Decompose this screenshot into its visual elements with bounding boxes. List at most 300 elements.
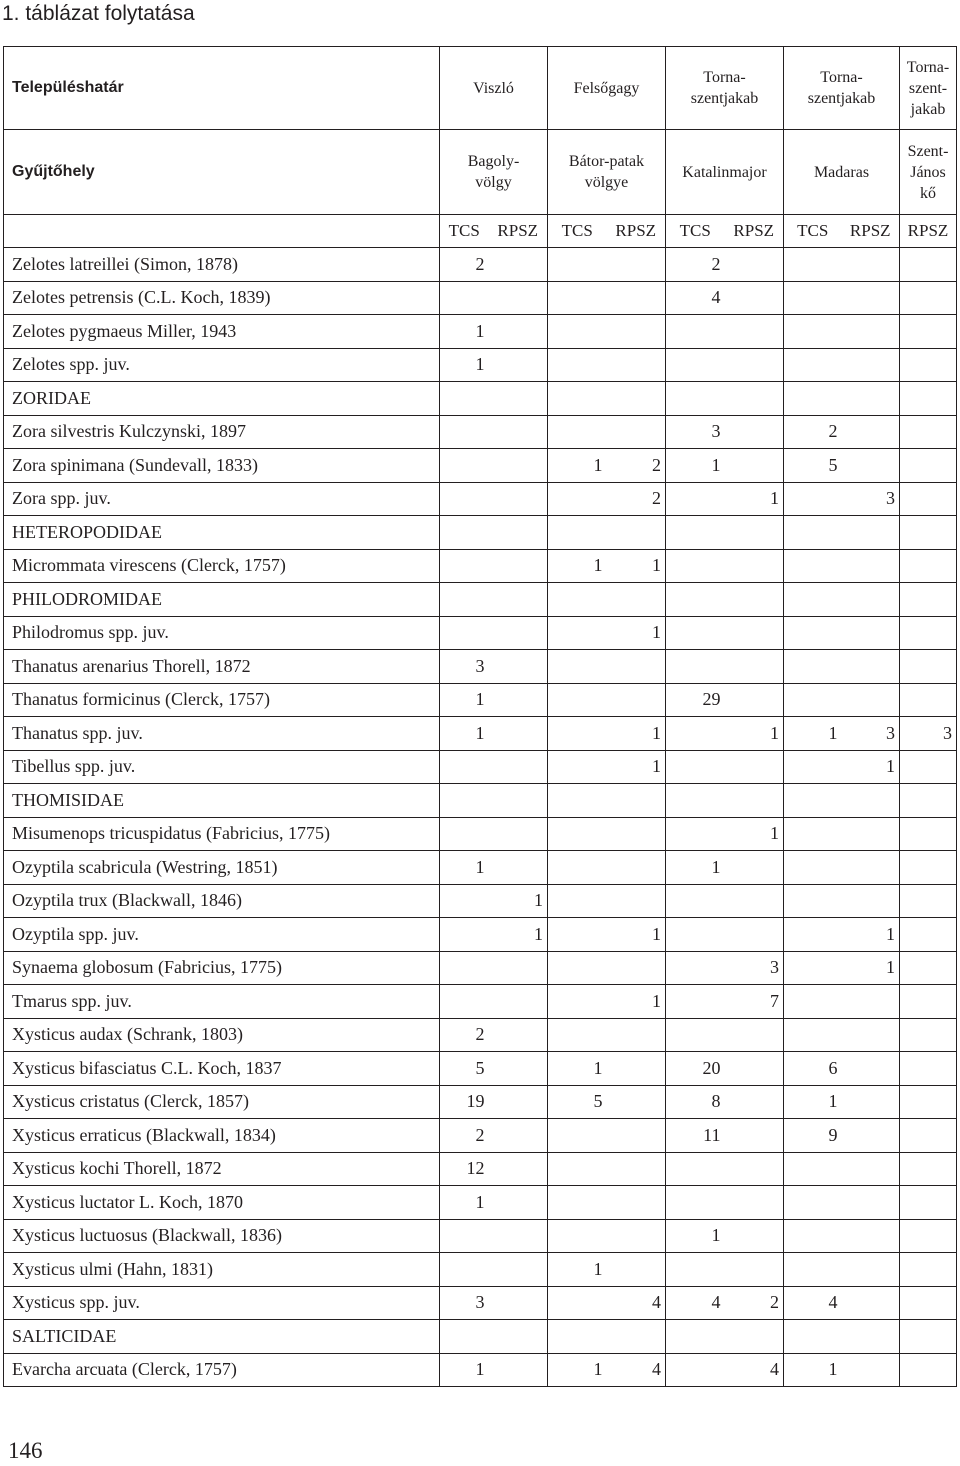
table-row: [4, 851, 957, 885]
count-cell: 1: [607, 985, 666, 1019]
header-method: RPSZ: [725, 215, 784, 248]
count-cell: [548, 884, 607, 918]
count-cell: [842, 1253, 900, 1287]
count-cell: [548, 348, 607, 382]
count-cell: [900, 784, 957, 818]
count-cell: [842, 449, 900, 483]
count-cell: [548, 1186, 607, 1220]
count-cell: [725, 884, 784, 918]
count-cell: [607, 1085, 666, 1119]
header-method: TCS: [548, 215, 607, 248]
table-caption: 1. táblázat folytatása: [2, 2, 195, 25]
count-cell: [784, 951, 842, 985]
count-cell: [607, 951, 666, 985]
count-cell: 1: [784, 717, 842, 751]
header-row-settlement: [4, 47, 957, 130]
count-cell: [900, 918, 957, 952]
count-cell: [725, 549, 784, 583]
count-cell: [784, 1152, 842, 1186]
count-cell: [489, 1085, 548, 1119]
count-cell: [725, 348, 784, 382]
species-name: Zelotes spp. juv.: [4, 348, 440, 382]
count-cell: [489, 650, 548, 684]
count-cell: [900, 382, 957, 416]
species-name: Zelotes latreillei (Simon, 1878): [4, 248, 440, 282]
table-row: [4, 1219, 957, 1253]
count-cell: 4: [607, 1286, 666, 1320]
count-cell: [666, 1152, 725, 1186]
count-cell: [784, 382, 842, 416]
table-row: [4, 1320, 957, 1354]
header-site: Bátor-patak völgye: [548, 130, 666, 215]
count-cell: [666, 382, 725, 416]
count-cell: [440, 1320, 489, 1354]
header-row-method: [4, 215, 957, 248]
count-cell: [489, 985, 548, 1019]
count-cell: 1: [440, 717, 489, 751]
count-cell: 2: [440, 1119, 489, 1153]
count-cell: [440, 549, 489, 583]
count-cell: [842, 348, 900, 382]
count-cell: [900, 1186, 957, 1220]
count-cell: [548, 1119, 607, 1153]
count-cell: [842, 884, 900, 918]
table-row: [4, 784, 957, 818]
count-cell: [666, 1320, 725, 1354]
count-cell: [440, 449, 489, 483]
table-row: [4, 717, 957, 751]
count-cell: [842, 1219, 900, 1253]
count-cell: [784, 817, 842, 851]
count-cell: [489, 683, 548, 717]
count-cell: [725, 248, 784, 282]
count-cell: [725, 1119, 784, 1153]
count-cell: [900, 1353, 957, 1387]
species-name: Xysticus audax (Schrank, 1803): [4, 1018, 440, 1052]
header-label-settlement: Településhatár: [4, 47, 440, 130]
table-row: [4, 1119, 957, 1153]
table-row: [4, 750, 957, 784]
count-cell: 5: [548, 1085, 607, 1119]
count-cell: [725, 516, 784, 550]
count-cell: [489, 248, 548, 282]
count-cell: [548, 851, 607, 885]
count-cell: [489, 315, 548, 349]
count-cell: [900, 1085, 957, 1119]
count-cell: [607, 1052, 666, 1086]
header-site: Szent- János kő: [900, 130, 957, 215]
count-cell: [725, 415, 784, 449]
count-cell: 19: [440, 1085, 489, 1119]
table-row: [4, 951, 957, 985]
count-cell: [489, 348, 548, 382]
page-number: 146: [8, 1438, 43, 1463]
count-cell: [900, 348, 957, 382]
header-settlement: Viszló: [440, 47, 548, 130]
count-cell: [548, 918, 607, 952]
count-cell: [607, 583, 666, 617]
count-cell: [489, 1219, 548, 1253]
count-cell: 1: [548, 1253, 607, 1287]
count-cell: 1: [489, 918, 548, 952]
species-name: Xysticus luctuosus (Blackwall, 1836): [4, 1219, 440, 1253]
count-cell: [548, 415, 607, 449]
count-cell: [842, 616, 900, 650]
count-cell: 1: [548, 1052, 607, 1086]
count-cell: 9: [784, 1119, 842, 1153]
count-cell: [666, 918, 725, 952]
count-cell: [440, 281, 489, 315]
species-name: Zora silvestris Kulczynski, 1897: [4, 415, 440, 449]
table-row: [4, 1152, 957, 1186]
count-cell: [784, 1018, 842, 1052]
count-cell: [725, 449, 784, 483]
table-row: [4, 683, 957, 717]
count-cell: 7: [725, 985, 784, 1019]
count-cell: 20: [666, 1052, 725, 1086]
count-cell: [666, 650, 725, 684]
count-cell: [489, 382, 548, 416]
count-cell: 8: [666, 1085, 725, 1119]
header-label-site: Gyűjtőhely: [4, 130, 440, 215]
species-name: HETEROPODIDAE: [4, 516, 440, 550]
count-cell: 1: [842, 750, 900, 784]
table-row: [4, 1286, 957, 1320]
species-name: Xysticus cristatus (Clerck, 1857): [4, 1085, 440, 1119]
table-row: [4, 583, 957, 617]
count-cell: [725, 750, 784, 784]
count-cell: [725, 1018, 784, 1052]
count-cell: [666, 750, 725, 784]
count-cell: [842, 985, 900, 1019]
count-cell: [489, 1018, 548, 1052]
count-cell: [900, 516, 957, 550]
count-cell: [607, 315, 666, 349]
count-cell: [725, 281, 784, 315]
species-name: Evarcha arcuata (Clerck, 1757): [4, 1353, 440, 1387]
species-name: Philodromus spp. juv.: [4, 616, 440, 650]
count-cell: [666, 985, 725, 1019]
count-cell: [489, 1320, 548, 1354]
count-cell: [842, 1286, 900, 1320]
count-cell: [842, 1119, 900, 1153]
count-cell: [607, 683, 666, 717]
count-cell: [784, 549, 842, 583]
count-cell: [489, 851, 548, 885]
table-row: [4, 482, 957, 516]
table-row: [4, 315, 957, 349]
table-row: [4, 884, 957, 918]
count-cell: [900, 248, 957, 282]
species-name: Tibellus spp. juv.: [4, 750, 440, 784]
table-row: [4, 650, 957, 684]
species-name: Thanatus arenarius Thorell, 1872: [4, 650, 440, 684]
count-cell: [784, 985, 842, 1019]
count-cell: [900, 583, 957, 617]
count-cell: [548, 951, 607, 985]
count-cell: 1: [784, 1353, 842, 1387]
header-site: Katalinmajor: [666, 130, 784, 215]
count-cell: [900, 1286, 957, 1320]
table-row: [4, 281, 957, 315]
species-name: Thanatus spp. juv.: [4, 717, 440, 751]
count-cell: [489, 1253, 548, 1287]
count-cell: [842, 1152, 900, 1186]
species-name: Zelotes petrensis (C.L. Koch, 1839): [4, 281, 440, 315]
species-name: Synaema globosum (Fabricius, 1775): [4, 951, 440, 985]
count-cell: [842, 650, 900, 684]
count-cell: [900, 1253, 957, 1287]
header-method: TCS: [666, 215, 725, 248]
count-cell: [489, 616, 548, 650]
count-cell: [666, 1353, 725, 1387]
header-method: RPSZ: [900, 215, 957, 248]
count-cell: 2: [666, 248, 725, 282]
count-cell: [489, 951, 548, 985]
count-cell: [784, 851, 842, 885]
count-cell: [725, 1186, 784, 1220]
table-row: [4, 1186, 957, 1220]
count-cell: [548, 516, 607, 550]
count-cell: [900, 985, 957, 1019]
count-cell: 3: [842, 482, 900, 516]
count-cell: [548, 382, 607, 416]
count-cell: [900, 683, 957, 717]
count-cell: [900, 482, 957, 516]
count-cell: [784, 1186, 842, 1220]
count-cell: [666, 516, 725, 550]
count-cell: 5: [440, 1052, 489, 1086]
table-row: [4, 918, 957, 952]
count-cell: [842, 1018, 900, 1052]
count-cell: [548, 1152, 607, 1186]
count-cell: [666, 1018, 725, 1052]
count-cell: [607, 348, 666, 382]
count-cell: [666, 549, 725, 583]
count-cell: 3: [440, 650, 489, 684]
count-cell: 1: [784, 1085, 842, 1119]
count-cell: [900, 281, 957, 315]
count-cell: 4: [725, 1353, 784, 1387]
count-cell: [842, 1186, 900, 1220]
species-name: Micrommata virescens (Clerck, 1757): [4, 549, 440, 583]
table-row: [4, 1018, 957, 1052]
count-cell: [900, 415, 957, 449]
species-name: Thanatus formicinus (Clerck, 1757): [4, 683, 440, 717]
count-cell: [489, 1152, 548, 1186]
table-row: [4, 382, 957, 416]
count-cell: [666, 1186, 725, 1220]
count-cell: [666, 482, 725, 516]
count-cell: [725, 315, 784, 349]
count-cell: [548, 717, 607, 751]
count-cell: [548, 616, 607, 650]
count-cell: [489, 1286, 548, 1320]
count-cell: [900, 315, 957, 349]
count-cell: [725, 784, 784, 818]
header-method: RPSZ: [607, 215, 666, 248]
table-row: [4, 449, 957, 483]
count-cell: [666, 348, 725, 382]
count-cell: [900, 1152, 957, 1186]
count-cell: 1: [548, 1353, 607, 1387]
count-cell: [607, 784, 666, 818]
count-cell: [784, 683, 842, 717]
count-cell: 1: [440, 683, 489, 717]
count-cell: [548, 315, 607, 349]
species-name: ZORIDAE: [4, 382, 440, 416]
count-cell: [607, 281, 666, 315]
count-cell: 12: [440, 1152, 489, 1186]
count-cell: 1: [842, 951, 900, 985]
count-cell: 3: [440, 1286, 489, 1320]
species-name: THOMISIDAE: [4, 784, 440, 818]
count-cell: [725, 616, 784, 650]
table-row: [4, 348, 957, 382]
count-cell: 29: [666, 683, 725, 717]
count-cell: [900, 817, 957, 851]
count-cell: 1: [548, 449, 607, 483]
header-settlement: Torna- szentjakab: [784, 47, 900, 130]
table-row: [4, 415, 957, 449]
count-cell: [666, 1253, 725, 1287]
count-cell: [548, 1018, 607, 1052]
count-cell: [900, 449, 957, 483]
count-cell: [666, 884, 725, 918]
header-method: TCS: [784, 215, 842, 248]
count-cell: [666, 951, 725, 985]
count-cell: [666, 583, 725, 617]
count-cell: 3: [900, 717, 957, 751]
species-name: Ozyptila scabricula (Westring, 1851): [4, 851, 440, 885]
count-cell: [666, 315, 725, 349]
count-cell: 2: [784, 415, 842, 449]
count-cell: [607, 1253, 666, 1287]
count-cell: [842, 549, 900, 583]
count-cell: [725, 583, 784, 617]
table-row: [4, 516, 957, 550]
count-cell: 3: [725, 951, 784, 985]
count-cell: [784, 616, 842, 650]
count-cell: [489, 583, 548, 617]
header-row-site: [4, 130, 957, 215]
header-method: RPSZ: [489, 215, 548, 248]
count-cell: [900, 1320, 957, 1354]
count-cell: [900, 1219, 957, 1253]
species-name: Xysticus bifasciatus C.L. Koch, 1837: [4, 1052, 440, 1086]
count-cell: [784, 784, 842, 818]
count-cell: [548, 281, 607, 315]
count-cell: [725, 1219, 784, 1253]
count-cell: [725, 851, 784, 885]
count-cell: 5: [784, 449, 842, 483]
species-name: Zelotes pygmaeus Miller, 1943: [4, 315, 440, 349]
count-cell: [784, 918, 842, 952]
header-site: Bagoly- völgy: [440, 130, 548, 215]
header-method-blank: [4, 215, 440, 248]
count-cell: 2: [440, 248, 489, 282]
count-cell: [784, 348, 842, 382]
count-cell: [842, 1353, 900, 1387]
count-cell: 1: [440, 348, 489, 382]
count-cell: [784, 281, 842, 315]
count-cell: [607, 248, 666, 282]
count-cell: [607, 1186, 666, 1220]
count-cell: [900, 1119, 957, 1153]
table-row: [4, 549, 957, 583]
count-cell: [489, 717, 548, 751]
count-cell: 4: [666, 281, 725, 315]
count-cell: [842, 851, 900, 885]
count-cell: [440, 516, 489, 550]
count-cell: [842, 315, 900, 349]
count-cell: [548, 750, 607, 784]
count-cell: [440, 985, 489, 1019]
count-cell: [842, 784, 900, 818]
species-name: Zora spinimana (Sundevall, 1833): [4, 449, 440, 483]
count-cell: 2: [607, 482, 666, 516]
table-row: [4, 1353, 957, 1387]
count-cell: [440, 616, 489, 650]
count-cell: [489, 1186, 548, 1220]
header-settlement: Felsőgagy: [548, 47, 666, 130]
table-row: [4, 1253, 957, 1287]
count-cell: [666, 817, 725, 851]
count-cell: 1: [607, 549, 666, 583]
count-cell: 1: [440, 315, 489, 349]
count-cell: [784, 650, 842, 684]
count-cell: 4: [784, 1286, 842, 1320]
count-cell: [489, 549, 548, 583]
count-cell: [548, 817, 607, 851]
count-cell: 1: [607, 616, 666, 650]
count-cell: [489, 516, 548, 550]
species-name: Xysticus luctator L. Koch, 1870: [4, 1186, 440, 1220]
count-cell: [548, 1219, 607, 1253]
count-cell: [784, 516, 842, 550]
header-method: TCS: [440, 215, 489, 248]
table-body: [4, 47, 957, 1387]
count-cell: 1: [440, 1186, 489, 1220]
header-site: Madaras: [784, 130, 900, 215]
count-cell: [725, 918, 784, 952]
count-cell: [900, 1052, 957, 1086]
species-table: [3, 46, 957, 1387]
count-cell: [666, 616, 725, 650]
count-cell: 1: [607, 918, 666, 952]
species-name: Ozyptila trux (Blackwall, 1846): [4, 884, 440, 918]
count-cell: [440, 382, 489, 416]
count-cell: [489, 449, 548, 483]
count-cell: [548, 583, 607, 617]
count-cell: [489, 1119, 548, 1153]
count-cell: [842, 382, 900, 416]
count-cell: [666, 717, 725, 751]
count-cell: 1: [607, 750, 666, 784]
count-cell: [440, 817, 489, 851]
count-cell: 1: [725, 717, 784, 751]
count-cell: [900, 884, 957, 918]
count-cell: [842, 1085, 900, 1119]
count-cell: [440, 583, 489, 617]
count-cell: 1: [489, 884, 548, 918]
count-cell: [784, 248, 842, 282]
count-cell: 1: [666, 851, 725, 885]
count-cell: 1: [842, 918, 900, 952]
count-cell: [842, 1320, 900, 1354]
count-cell: [725, 382, 784, 416]
count-cell: [607, 884, 666, 918]
